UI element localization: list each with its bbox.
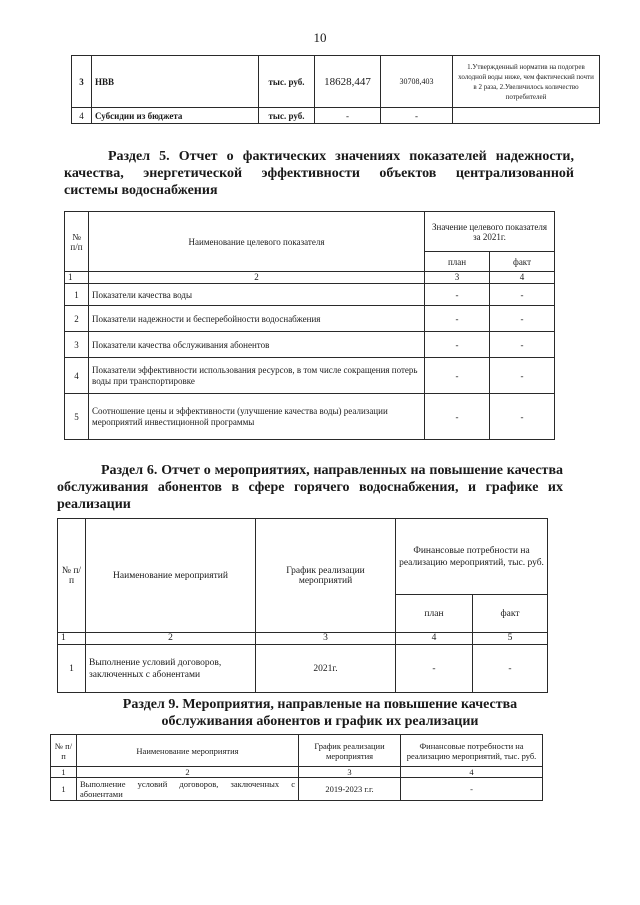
index-cell: 1 [58,633,86,645]
row-fact: 30708,403 [381,56,453,108]
section5-table [64,211,555,440]
table-row [65,284,555,306]
col-plan: план [425,252,490,272]
section9-heading [50,696,590,730]
row-schedule: 2019-2023 г.г. [299,778,401,801]
heading-line: обслуживания абонентов в сфере горячего водоснабжения, и графике их [57,480,563,495]
table-header-row [58,519,548,595]
col-num: № п/п [58,519,86,633]
row-number: 1 [65,284,89,306]
index-cell: 5 [473,633,548,645]
row-number: 2 [65,306,89,332]
row-plan: - [425,394,490,440]
row-plan: - [425,358,490,394]
row-plan: 18628,447 [315,56,381,108]
table-row [72,56,600,108]
row-number: 4 [72,108,92,124]
row-plan: - [425,306,490,332]
heading-line: Раздел 9. Мероприятия, направленые на повышение качества [122,697,518,712]
row-name: Показатели эффективности использования ресурсов, в том числе сокращения потерь воды при транспортировке [89,358,425,394]
row-schedule: 2021г. [256,645,396,693]
row-plan: - [425,284,490,306]
index-row [58,633,548,645]
col-name: Наименование целевого показателя [89,212,425,272]
section9-table [50,734,543,801]
row-fact: - [490,306,555,332]
col-finance: Финансовые потребности на реализацию мероприятий, тыс. руб. [396,519,548,595]
table-row [51,778,543,801]
table-row [58,645,548,693]
col-name: Наименование мероприятий [86,519,256,633]
col-num: № п/п [65,212,89,272]
row-fact: - [490,358,555,394]
table-row [65,306,555,332]
row-plan: - [315,108,381,124]
row-name: Показатели качества воды [89,284,425,306]
row-note: 1.Утвержденный норматив на подогрев холодной воды ниже, чем фактический почти в 2 раза, 2.Увеличилось количество потребителей [453,56,600,108]
row-number: 1 [51,778,77,801]
row-finance: - [401,778,543,801]
table-header-row [51,735,543,767]
col-name: Наименование мероприятия [77,735,299,767]
index-cell: 1 [65,272,89,284]
row-name: Субсидии из бюджета [92,108,259,124]
index-cell: 3 [256,633,396,645]
row-fact: - [490,394,555,440]
row-name: Выполнение условий договоров, заключенных с абонентами [77,778,299,801]
row-plan: - [425,332,490,358]
index-cell: 3 [425,272,490,284]
col-value: Значение целевого показателя за 2021г. [425,212,555,252]
row-plan: - [396,645,473,693]
col-fact: факт [473,595,548,633]
row-number: 5 [65,394,89,440]
row-fact: - [490,284,555,306]
row-name: Соотношение цены и эффективности (улучшение качества воды) реализации мероприятий инвестиционной программы [89,394,425,440]
row-number: 4 [65,358,89,394]
row-number: 1 [58,645,86,693]
row-unit: тыс. руб. [259,56,315,108]
col-num: № п/п [51,735,77,767]
col-finance: Финансовые потребности на реализацию мероприятий, тыс. руб. [401,735,543,767]
row-note [453,108,600,124]
row-name: НВВ [92,56,259,108]
table-row [65,332,555,358]
table-row [65,358,555,394]
row-number: 3 [72,56,92,108]
table-row [65,394,555,440]
heading-line: качества, энергетической эффективности объектов централизованной [64,166,574,181]
row-fact: - [490,332,555,358]
table-row [72,108,600,124]
heading-line: системы водоснабжения [64,183,218,198]
index-row [65,272,555,284]
row-number: 3 [65,332,89,358]
heading-line: Раздел 5. Отчет о фактических значениях показателей надежности, [108,149,574,164]
index-cell: 4 [396,633,473,645]
heading-line: Раздел 6. Отчет о мероприятиях, направленных на повышение качества [101,463,563,478]
index-cell: 4 [490,272,555,284]
index-cell: 2 [89,272,425,284]
section6-heading [57,462,563,513]
table-header-row [65,212,555,252]
index-cell: 1 [51,767,77,778]
col-schedule: График реализации мероприятия [299,735,401,767]
row-fact: - [473,645,548,693]
row-name: Показатели качества обслуживания абонентов [89,332,425,358]
page-number: 10 [313,30,327,45]
heading-line: реализации [57,497,131,512]
section5-heading [64,148,574,199]
col-schedule: График реализации мероприятий [256,519,396,633]
top-table [71,55,600,124]
col-plan: план [396,595,473,633]
heading-line: обслуживания абонентов и график их реализации [161,714,479,729]
row-name: Показатели надежности и бесперебойности водоснабжения [89,306,425,332]
row-fact: - [381,108,453,124]
index-cell: 2 [86,633,256,645]
index-row [51,767,543,778]
index-cell: 4 [401,767,543,778]
index-cell: 3 [299,767,401,778]
section6-table [57,518,548,693]
row-name: Выполнение условий договоров, заключенных с абонентами [86,645,256,693]
col-fact: факт [490,252,555,272]
row-unit: тыс. руб. [259,108,315,124]
index-cell: 2 [77,767,299,778]
